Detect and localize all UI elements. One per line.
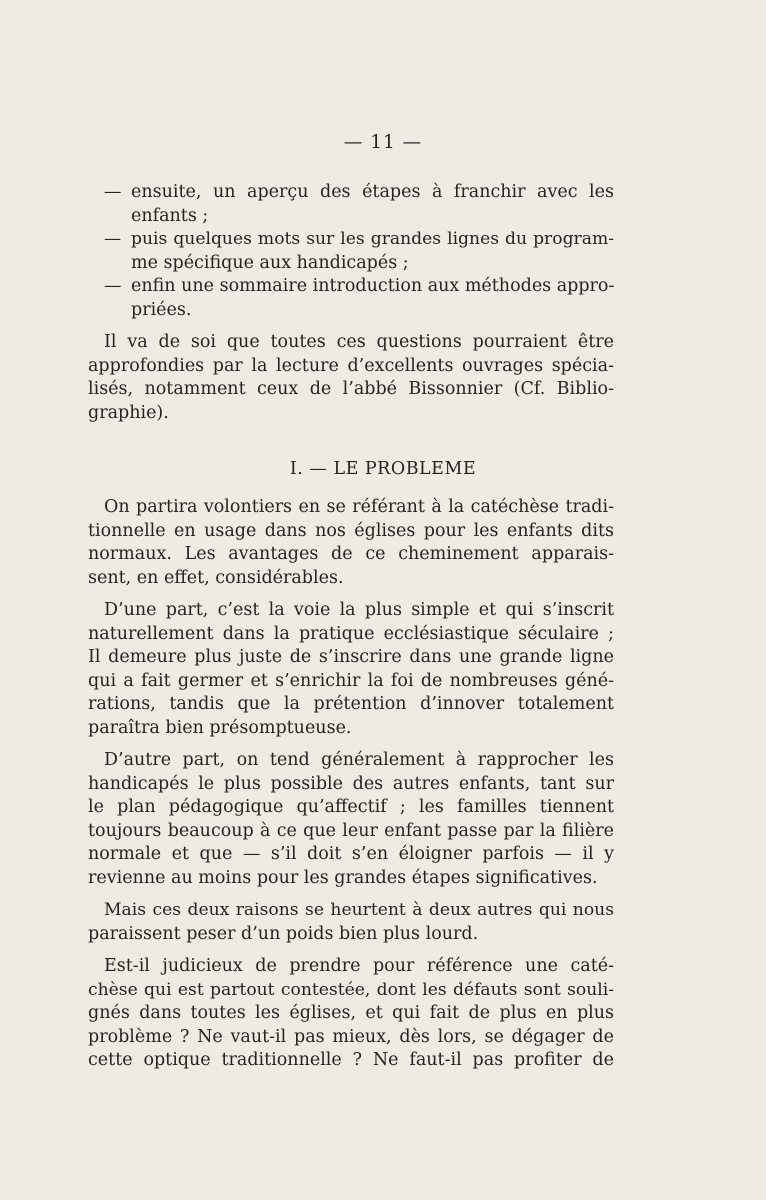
- paragraph-line: normaux. Les avantages de ce cheminement apparais-: [88, 544, 614, 564]
- list-item: [88, 275, 614, 322]
- list-item: [88, 228, 614, 275]
- paragraph-line: problème ? Ne vaut-il pas mieux, dès lors, se dégager de: [88, 1026, 614, 1047]
- paragraph-line: Mais ces deux raisons se heurtent à deux autres qui nous: [104, 900, 614, 920]
- paragraph-line: approfondies par la lecture d’excellents ouvrages spécia-: [88, 355, 614, 376]
- paragraph-line: handicapés le plus possible des autres enfants, tant sur: [88, 773, 614, 794]
- list-item-line: — enfin une sommaire introduction aux méthodes appro-: [88, 275, 614, 299]
- paragraph: [88, 749, 614, 890]
- paragraph-line: D’une part, c’est la voie la plus simple et qui s’inscrit: [104, 600, 614, 620]
- paragraph-line: lisés, notamment ceux de l’abbé Bissonnier (Cf. Biblio-: [88, 379, 614, 399]
- paragraph-line: sent, en effet, considérables.: [88, 567, 344, 588]
- paragraph-line: normale et que — s’il doit s’en éloigner parfois — il y: [88, 844, 614, 864]
- list-item: [88, 181, 614, 228]
- list-item-line: — puis quelques mots sur les grandes lignes du program-: [88, 228, 614, 252]
- page-number: — 11 —: [343, 132, 423, 153]
- paragraph-line: qui a fait germer et s’enrichir la foi de nombreuses géné-: [88, 670, 614, 691]
- paragraph-line: paraissent peser d’un poids bien plus lourd.: [88, 923, 479, 944]
- paragraph-line: Il va de soi que toutes ces questions pourraient être: [104, 332, 614, 352]
- paragraph-line: rations, tandis que la prétention d’innover totalement: [88, 694, 614, 714]
- list-item-line: — ensuite, un aperçu des étapes à franchir avec les: [88, 181, 614, 205]
- paragraph: [88, 899, 614, 946]
- paragraph: [88, 496, 614, 590]
- list-dash: —: [104, 276, 122, 296]
- paragraph-line: le plan pédagogique qu’affectif ; les familles tiennent: [88, 797, 614, 817]
- paragraph-line: revienne au moins pour les grandes étapes significatives.: [88, 867, 598, 888]
- paragraph-line: toujours beaucoup à ce que leur enfant passe par la filière: [88, 820, 614, 841]
- paragraph-line: paraîtra bien présomptueuse.: [88, 717, 352, 738]
- body-block: [88, 496, 614, 1073]
- paragraph-line: D’autre part, on tend généralement à rapprocher les: [104, 750, 614, 770]
- list-dash: —: [104, 182, 122, 202]
- paragraph: [88, 955, 614, 1073]
- paragraph-line: naturellement dans la pratique ecclésiastique séculaire ;: [88, 623, 614, 644]
- list-item-line: enfants ;: [131, 205, 209, 226]
- paragraph-line: On partira volontiers en se référant à la catéchèse tradi-: [104, 497, 614, 517]
- paragraph-line: Est-il judicieux de prendre pour référence une caté-: [104, 956, 614, 976]
- paragraph: [88, 331, 614, 425]
- list-dash: —: [104, 229, 122, 249]
- list-item-line: me spécifique aux handicapés ;: [131, 252, 409, 273]
- paragraph: [88, 599, 614, 740]
- paragraph-line: Il demeure plus juste de s’inscrire dans une grande ligne: [88, 647, 614, 667]
- list-item-line: priées.: [131, 299, 192, 320]
- paragraph-line: graphie).: [88, 402, 169, 423]
- paragraph-line: gnés dans toutes les églises, et qui fait de plus en plus: [88, 1003, 614, 1023]
- intro-block: [88, 181, 614, 425]
- paragraph-line: tionnelle en usage dans nos églises pour les enfants dits: [88, 520, 614, 541]
- paragraph-line: chèse qui est partout contestée, dont les défauts sont souli-: [88, 979, 614, 1000]
- section-heading: I. — LE PROBLEME: [289, 459, 477, 479]
- paragraph-line: cette optique traditionnelle ? Ne faut-il pas profiter de: [88, 1050, 614, 1070]
